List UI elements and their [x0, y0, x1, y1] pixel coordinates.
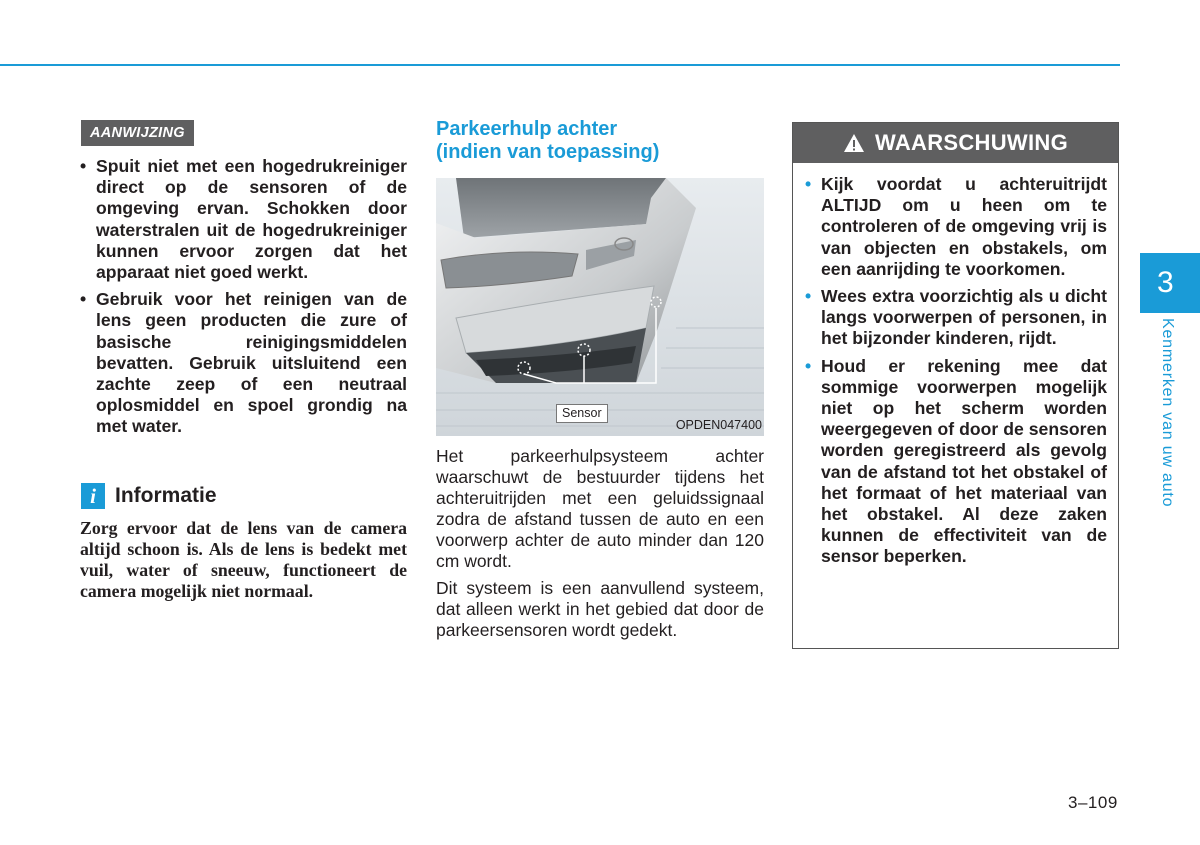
- info-icon: i: [81, 483, 105, 509]
- chapter-number-tab: 3: [1140, 253, 1200, 313]
- list-item: [805, 174, 1107, 280]
- sensor-label: Sensor: [556, 404, 608, 423]
- header-rule: [0, 64, 1120, 66]
- warning-list: [793, 163, 1118, 568]
- info-title: Informatie: [115, 484, 217, 507]
- notice-tag: AANWIJZING: [81, 120, 194, 146]
- list-item: [80, 156, 407, 283]
- figure-code: OPDEN047400: [675, 418, 762, 432]
- warning-item-text: Wees extra voorzichtig als u dicht langs voorwerpen of personen, in het bijzonder kinderen, rijdt.: [821, 286, 1107, 349]
- bullet-icon: •: [805, 174, 812, 194]
- section-title-line1: Parkeerhulp achter: [436, 118, 618, 140]
- list-item: [805, 286, 1107, 350]
- warning-header: [793, 123, 1118, 163]
- car-rear-image: [436, 178, 764, 436]
- chapter-title: Kenmerken van uw auto: [1159, 318, 1176, 508]
- section-title: [436, 118, 766, 164]
- section-body: [436, 446, 764, 646]
- page-number: 3–109: [1068, 793, 1118, 812]
- bullet-icon: •: [80, 289, 87, 310]
- warning-box: [792, 122, 1119, 649]
- list-item: [80, 289, 407, 437]
- bullet-icon: •: [805, 286, 812, 307]
- bullet-icon: •: [80, 156, 87, 176]
- notice-list: [80, 156, 407, 444]
- list-item: [805, 356, 1107, 568]
- info-body: Zorg ervoor dat de lens van de camera altijd schoon is. Als de lens is bedekt met vuil, water of sneeuw, functioneert de camera mogelijk niet normaal.: [80, 518, 407, 601]
- notice-item-text: Gebruik voor het reinigen van de lens geen producten die zure of basische reinigingsmiddelen bevatten. Gebruik uitsluitend een zachte zeep of een neutraal oplosmiddel en spoel grondig na met water.: [96, 289, 407, 437]
- notice-item-text: Spuit niet met een hogedrukreiniger direct op de sensoren of de omgeving ervan. Schokken door waterstralen uit de hogedrukreiniger kunnen ervoor zorgen dat het apparaat niet goed werkt.: [96, 156, 407, 283]
- bullet-icon: •: [805, 355, 812, 376]
- rear-parking-sensor-illustration: [436, 178, 764, 436]
- warning-title: WAARSCHUWING: [874, 130, 1069, 155]
- warning-item-text: Houd er rekening mee dat sommige voorwerpen mogelijk niet op het scherm worden weergegeven of door de sensoren worden geregistreerd als gevolg van de afstand tot het obstakel of het formaat of het materiaal van het obstakel. Al deze zaken kunnen de effectiviteit van de sensor beperken.: [821, 355, 1107, 567]
- section-title-line2: (indien van toepassing): [436, 141, 660, 163]
- body-paragraph: Dit systeem is een aanvullend systeem, dat alleen werkt in het gebied dat door de parkeersensoren wordt gedekt.: [436, 577, 764, 640]
- warning-triangle-icon: [843, 133, 865, 153]
- warning-item-text: Kijk voordat u achteruitrijdt ALTIJD om u heen om te controleren of de omgeving vrij is van objecten en obstakels, om een aanrijding te voorkomen.: [821, 174, 1107, 279]
- body-paragraph: Het parkeerhulpsysteem achter waarschuwt de bestuurder tijdens het achteruitrijden met een geluidssignaal zodra de afstand tussen de auto en een voorwerp achter de auto minder dan 120 cm wordt.: [436, 446, 764, 572]
- info-header: [81, 483, 217, 509]
